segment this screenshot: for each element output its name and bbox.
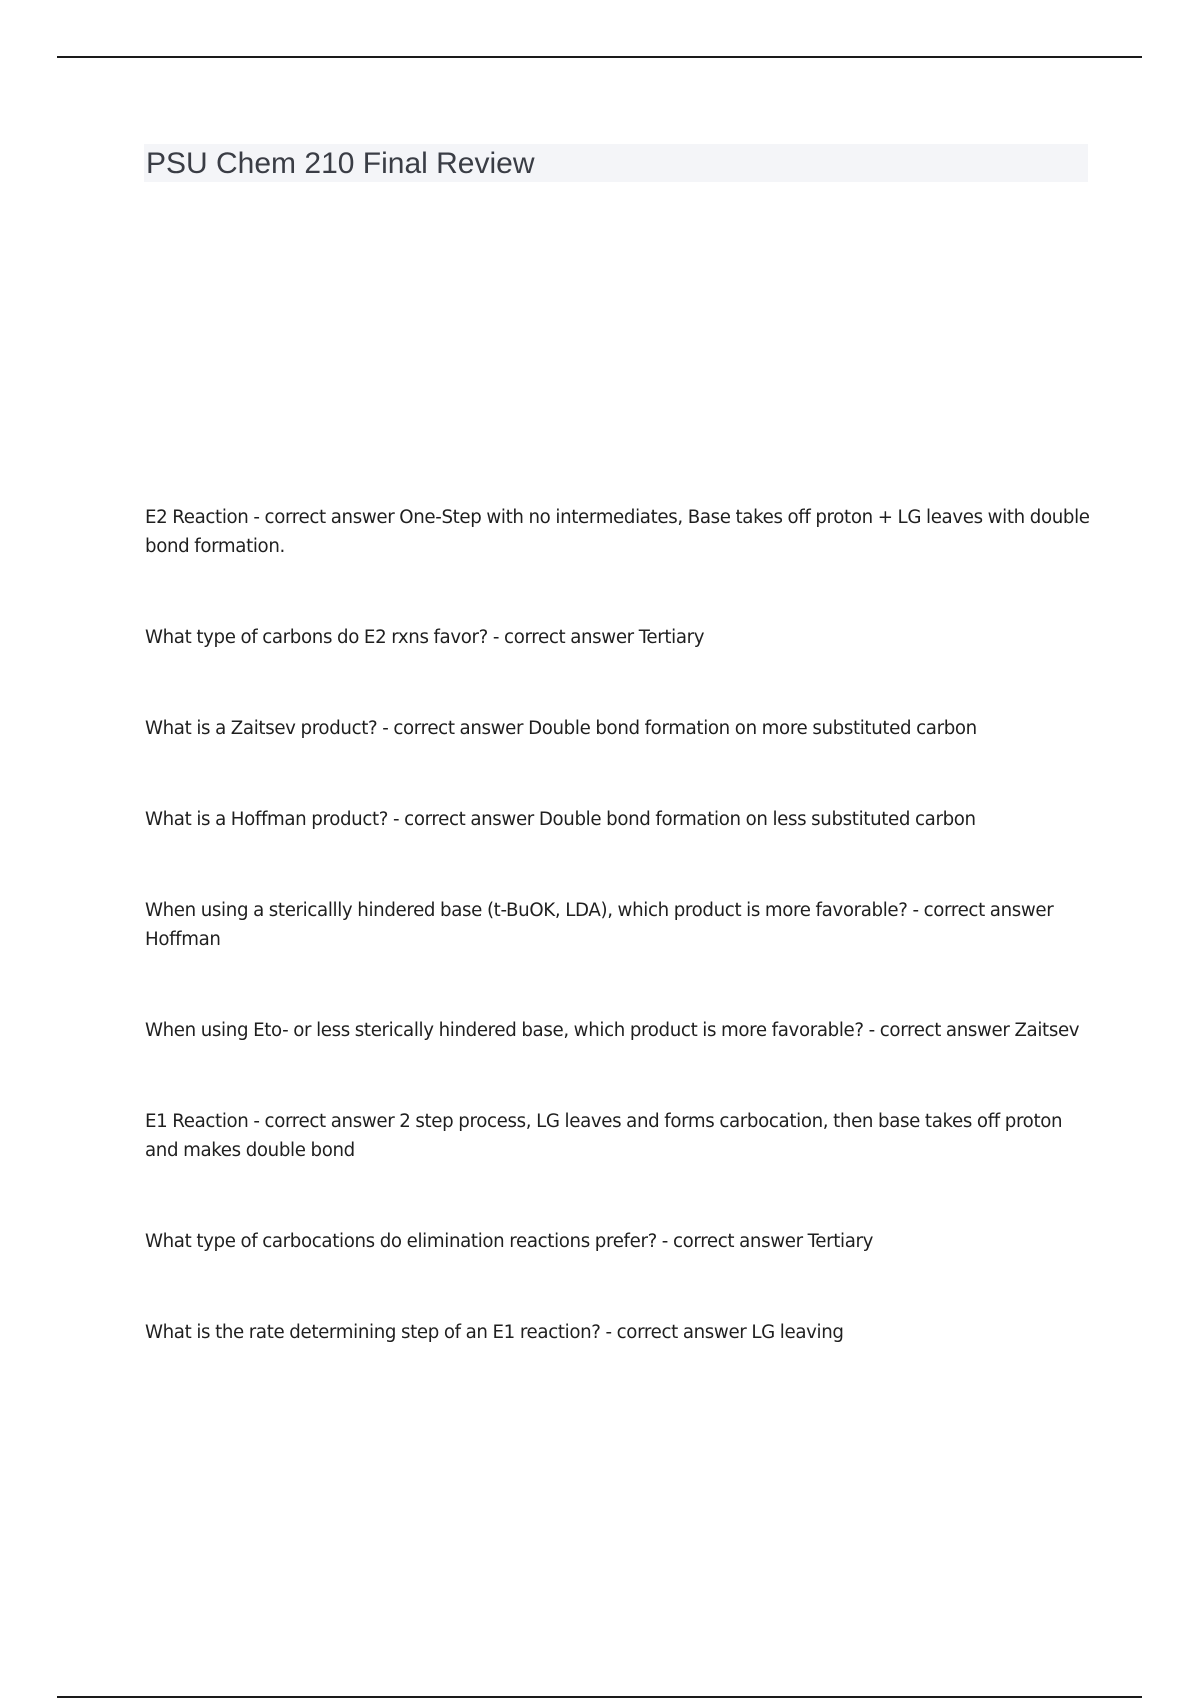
qa-item: E2 Reaction - correct answer One-Step with no intermediates, Base takes off proton + LG leaves with double bond formation. bbox=[145, 507, 1090, 557]
document-title: PSU Chem 210 Final Review bbox=[146, 147, 535, 180]
qa-item: When using a stericallly hindered base (t-BuOK, LDA), which product is more favorable? - correct answer Hoffman bbox=[145, 900, 1054, 950]
qa-item: What type of carbons do E2 rxns favor? - correct answer Tertiary bbox=[145, 627, 705, 648]
qa-item: What is the rate determining step of an E1 reaction? - correct answer LG leaving bbox=[145, 1322, 844, 1343]
qa-item: When using Eto- or less sterically hindered base, which product is more favorable? - correct answer Zaitsev bbox=[145, 1020, 1080, 1041]
qa-list bbox=[145, 503, 1090, 1347]
qa-item: E1 Reaction - correct answer 2 step process, LG leaves and forms carbocation, then base takes off proton and makes double bond bbox=[145, 1111, 1063, 1161]
qa-item: What is a Hoffman product? - correct answer Double bond formation on less substituted carbon bbox=[145, 809, 976, 830]
top-rule bbox=[57, 56, 1142, 58]
qa-item: What type of carbocations do elimination reactions prefer? - correct answer Tertiary bbox=[145, 1231, 874, 1252]
bottom-rule bbox=[57, 1696, 1142, 1698]
qa-item: What is a Zaitsev product? - correct answer Double bond formation on more substituted carbon bbox=[145, 718, 977, 739]
